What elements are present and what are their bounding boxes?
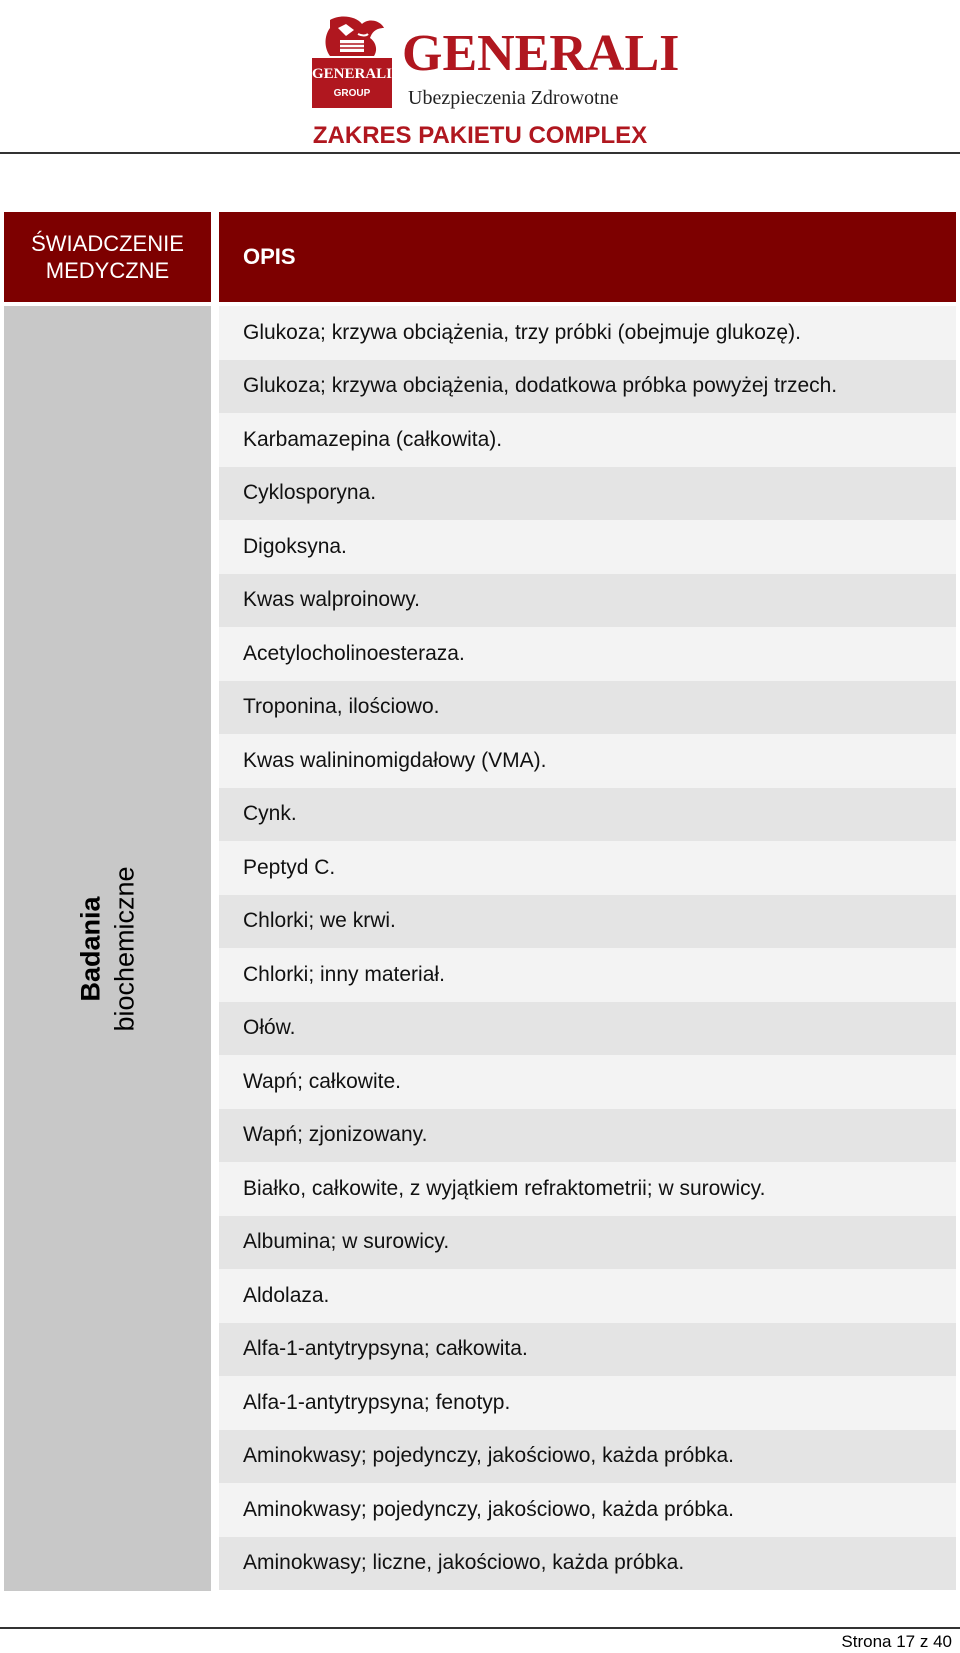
generali-logo [310, 8, 680, 113]
table-row: Cyklosporyna. [219, 467, 956, 521]
footer-divider [0, 1627, 960, 1629]
category-label-line1: Badania [75, 895, 106, 1002]
emblem-text: GENERALI [311, 66, 393, 82]
table-row: Alfa-1-antytrypsyna; całkowita. [219, 1323, 956, 1377]
table-row: Wapń; zjonizowany. [219, 1109, 956, 1163]
table-row: Acetylocholinoesteraza. [219, 627, 956, 681]
table-row: Troponina, ilościowo. [219, 681, 956, 735]
document-title: ZAKRES PAKIETU COMPLEX [312, 122, 648, 149]
table-row: Kwas walininomigdałowy (VMA). [219, 734, 956, 788]
table-row: Alfa-1-antytrypsyna; fenotyp. [219, 1376, 956, 1430]
table-row: Peptyd C. [219, 841, 956, 895]
table-row: Aldolaza. [219, 1269, 956, 1323]
logo-subtitle: Ubezpieczenia Zdrowotne [408, 87, 619, 109]
table-row: Chlorki; inny materiał. [219, 948, 956, 1002]
header-divider [0, 152, 960, 154]
table-row: Kwas walproinowy. [219, 574, 956, 628]
column-header-description: OPIS [219, 212, 956, 302]
table-row: Chlorki; we krwi. [219, 895, 956, 949]
table-row: Albumina; w surowicy. [219, 1216, 956, 1270]
category-label-line2: biochemiczne [109, 865, 140, 1032]
category-cell [4, 306, 211, 1591]
page-number: Strona 17 z 40 [841, 1632, 952, 1651]
logo-wordmark: GENERALI [402, 25, 680, 82]
table-row: Karbamazepina (całkowita). [219, 413, 956, 467]
table-row: Białko, całkowite, z wyjątkiem refraktometrii; w surowicy. [219, 1162, 956, 1216]
table-row: Aminokwasy; liczne, jakościowo, każda próbka. [219, 1537, 956, 1591]
table-row: Glukoza; krzywa obciążenia, dodatkowa próbka powyżej trzech. [219, 360, 956, 414]
table-row: Wapń; całkowite. [219, 1055, 956, 1109]
emblem-sub: GROUP [333, 88, 371, 99]
generali-lion-emblem-icon [310, 14, 394, 110]
table-row: Digoksyna. [219, 520, 956, 574]
table-row: Aminokwasy; pojedynczy, jakościowo, każda próbka. [219, 1483, 956, 1537]
column-header-service: ŚWIADCZENIE MEDYCZNE [4, 212, 211, 302]
table-row: Glukoza; krzywa obciążenia, trzy próbki (obejmuje glukozę). [219, 306, 956, 360]
table-row: Cynk. [219, 788, 956, 842]
description-list [219, 306, 956, 1590]
category-label [74, 866, 142, 1031]
table-row: Ołów. [219, 1002, 956, 1056]
table-row: Aminokwasy; pojedynczy, jakościowo, każda próbka. [219, 1430, 956, 1484]
